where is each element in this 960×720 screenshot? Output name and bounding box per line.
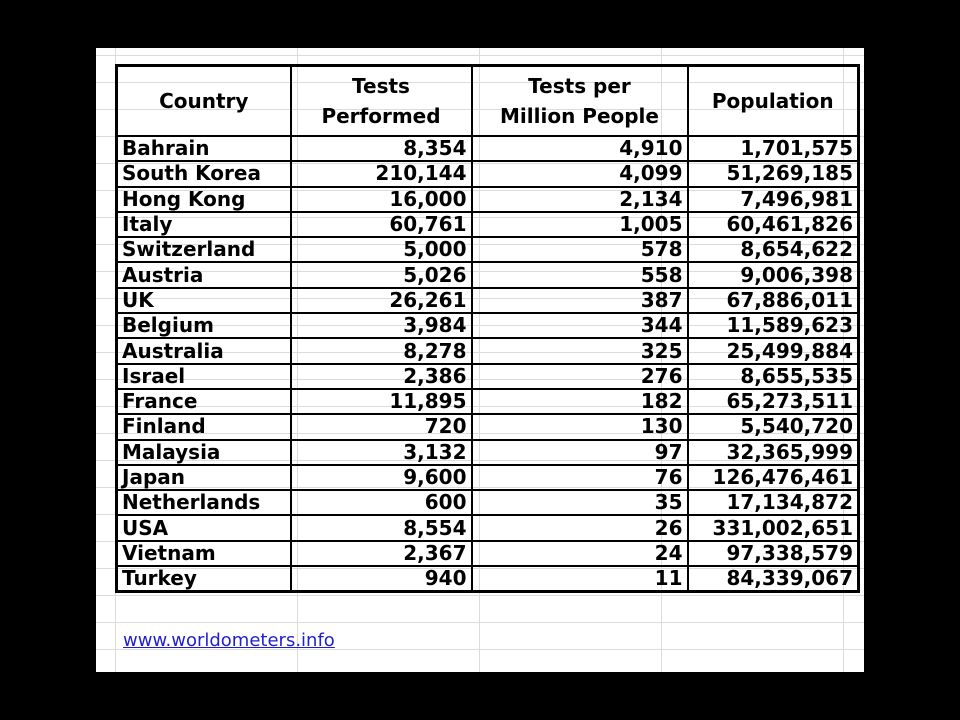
header-per-million-line2: Million People xyxy=(500,104,659,128)
cell-country: UK xyxy=(117,288,291,313)
table-row xyxy=(117,440,859,465)
cell-tests-per-million: 276 xyxy=(472,364,688,389)
cell-country: Australia xyxy=(117,338,291,363)
table-row xyxy=(117,288,859,313)
cell-country: Italy xyxy=(117,212,291,237)
cell-tests-performed: 5,026 xyxy=(291,262,472,287)
header-country: Country xyxy=(117,66,291,137)
cell-population: 11,589,623 xyxy=(688,313,859,338)
cell-tests-per-million: 387 xyxy=(472,288,688,313)
cell-population: 5,540,720 xyxy=(688,414,859,439)
cell-tests-performed: 60,761 xyxy=(291,212,472,237)
cell-tests-per-million: 97 xyxy=(472,440,688,465)
cell-population: 67,886,011 xyxy=(688,288,859,313)
cell-tests-per-million: 182 xyxy=(472,389,688,414)
header-row xyxy=(117,66,859,137)
cell-tests-performed: 5,000 xyxy=(291,237,472,262)
table-row xyxy=(117,490,859,515)
cell-tests-performed: 2,367 xyxy=(291,541,472,566)
cell-tests-performed: 600 xyxy=(291,490,472,515)
header-per-million-line1: Tests per xyxy=(528,74,631,98)
cell-tests-per-million: 1,005 xyxy=(472,212,688,237)
cell-country: Austria xyxy=(117,262,291,287)
cell-country: Israel xyxy=(117,364,291,389)
cell-tests-per-million: 558 xyxy=(472,262,688,287)
cell-population: 84,339,067 xyxy=(688,566,859,592)
cell-country: Netherlands xyxy=(117,490,291,515)
cell-population: 9,006,398 xyxy=(688,262,859,287)
cell-tests-per-million: 344 xyxy=(472,313,688,338)
cell-tests-per-million: 325 xyxy=(472,338,688,363)
table-row xyxy=(117,364,859,389)
cell-population: 51,269,185 xyxy=(688,161,859,186)
cell-tests-performed: 26,261 xyxy=(291,288,472,313)
cell-tests-per-million: 578 xyxy=(472,237,688,262)
cell-country: France xyxy=(117,389,291,414)
cell-tests-per-million: 11 xyxy=(472,566,688,592)
cell-population: 32,365,999 xyxy=(688,440,859,465)
cell-tests-per-million: 4,099 xyxy=(472,161,688,186)
header-tests-line1: Tests xyxy=(352,74,410,98)
cell-population: 60,461,826 xyxy=(688,212,859,237)
table-row xyxy=(117,389,859,414)
header-tests-line2: Performed xyxy=(321,104,441,128)
cell-tests-performed: 8,354 xyxy=(291,136,472,161)
cell-population: 331,002,651 xyxy=(688,515,859,540)
table-row xyxy=(117,136,859,161)
table-row xyxy=(117,187,859,212)
cell-tests-performed: 8,554 xyxy=(291,515,472,540)
cell-tests-performed: 8,278 xyxy=(291,338,472,363)
cell-tests-performed: 3,132 xyxy=(291,440,472,465)
header-population: Population xyxy=(688,66,859,137)
cell-tests-performed: 3,984 xyxy=(291,313,472,338)
cell-country: Bahrain xyxy=(117,136,291,161)
header-tests-performed xyxy=(291,66,472,137)
cell-tests-per-million: 76 xyxy=(472,465,688,490)
cell-population: 7,496,981 xyxy=(688,187,859,212)
table-row xyxy=(117,338,859,363)
cell-tests-performed: 940 xyxy=(291,566,472,592)
cell-population: 8,654,622 xyxy=(688,237,859,262)
cell-tests-per-million: 35 xyxy=(472,490,688,515)
cell-population: 126,476,461 xyxy=(688,465,859,490)
cell-tests-per-million: 2,134 xyxy=(472,187,688,212)
cell-tests-performed: 720 xyxy=(291,414,472,439)
table-row xyxy=(117,515,859,540)
cell-tests-performed: 2,386 xyxy=(291,364,472,389)
cell-population: 65,273,511 xyxy=(688,389,859,414)
cell-country: Vietnam xyxy=(117,541,291,566)
table-row xyxy=(117,414,859,439)
cell-country: South Korea xyxy=(117,161,291,186)
table-row xyxy=(117,465,859,490)
cell-country: USA xyxy=(117,515,291,540)
table-row xyxy=(117,212,859,237)
source-link[interactable]: www.worldometers.info xyxy=(123,630,335,651)
cell-tests-performed: 16,000 xyxy=(291,187,472,212)
cell-population: 25,499,884 xyxy=(688,338,859,363)
cell-population: 17,134,872 xyxy=(688,490,859,515)
table-row xyxy=(117,313,859,338)
cell-population: 1,701,575 xyxy=(688,136,859,161)
cell-tests-per-million: 4,910 xyxy=(472,136,688,161)
table-row xyxy=(117,161,859,186)
cell-tests-per-million: 130 xyxy=(472,414,688,439)
cell-tests-performed: 11,895 xyxy=(291,389,472,414)
cell-country: Japan xyxy=(117,465,291,490)
cell-country: Belgium xyxy=(117,313,291,338)
header-tests-per-million xyxy=(472,66,688,137)
cell-tests-performed: 210,144 xyxy=(291,161,472,186)
cell-tests-per-million: 24 xyxy=(472,541,688,566)
covid-tests-table xyxy=(115,64,860,593)
cell-country: Finland xyxy=(117,414,291,439)
cell-tests-performed: 9,600 xyxy=(291,465,472,490)
table-row xyxy=(117,237,859,262)
cell-country: Turkey xyxy=(117,566,291,592)
table-row xyxy=(117,566,859,592)
cell-country: Hong Kong xyxy=(117,187,291,212)
cell-country: Switzerland xyxy=(117,237,291,262)
cell-population: 8,655,535 xyxy=(688,364,859,389)
cell-population: 97,338,579 xyxy=(688,541,859,566)
table-body xyxy=(117,136,859,592)
table-row xyxy=(117,541,859,566)
cell-country: Malaysia xyxy=(117,440,291,465)
cell-tests-per-million: 26 xyxy=(472,515,688,540)
table-row xyxy=(117,262,859,287)
